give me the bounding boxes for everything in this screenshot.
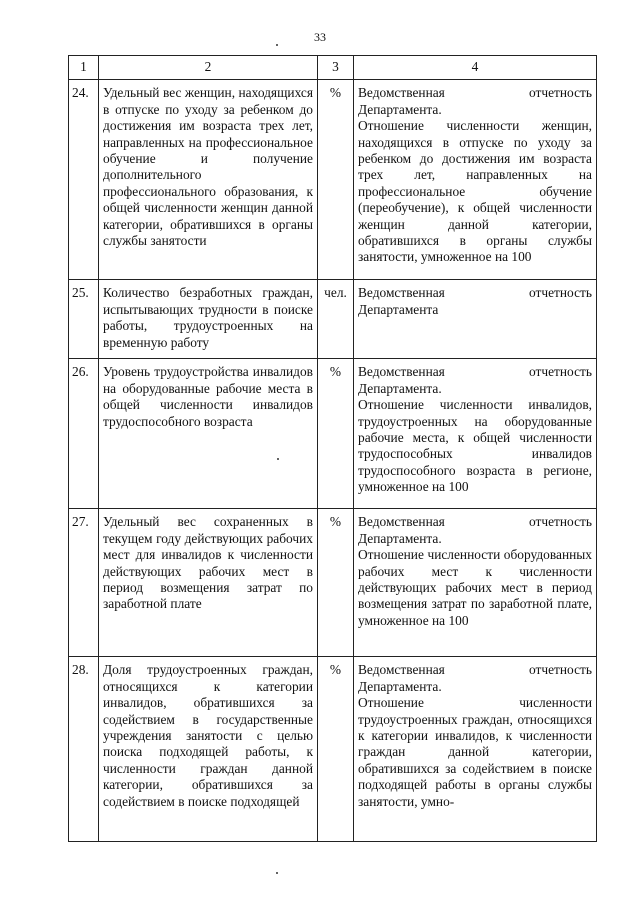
indicator-name: Удельный вес сохраненных в текущем году действующих рабочих мест для инвалидов к численности действующих рабочих мест в период возмещения затрат по заработной плате xyxy=(99,509,318,657)
unit: % xyxy=(318,657,354,842)
header-cell: 2 xyxy=(99,56,318,80)
row-number: 26. xyxy=(69,359,99,509)
table-header-row xyxy=(69,56,597,80)
calculation-method: Отношение численности оборудованных рабочих мест к численности действующих рабочих мест в период возмещения затрат по заработной плате, умноженное на 100 xyxy=(358,547,592,628)
unit: % xyxy=(318,359,354,509)
table-row xyxy=(69,657,597,842)
header-cell: 4 xyxy=(354,56,597,80)
unit: чел. xyxy=(318,280,354,359)
table-row xyxy=(69,280,597,359)
source-cell xyxy=(354,80,597,280)
row-number: 27. xyxy=(69,509,99,657)
source-cell xyxy=(354,359,597,509)
header-cell: 1 xyxy=(69,56,99,80)
data-source: Ведомственная отчетность Департамента. xyxy=(358,364,592,396)
indicator-name: Удельный вес женщин, находящихся в отпуске по уходу за ребенком до достижения им возраста трех лет, направленных на профессиональное обучение и получение дополнительного профессионального образования, к общей численности женщин данной категории, обратившихся в органы службы занятости xyxy=(99,80,318,280)
indicator-name: Количество безработных граждан, испытывающих трудности в поиске работы, трудоустроенных на временную работу xyxy=(99,280,318,359)
indicators-table xyxy=(68,55,597,842)
data-source: Ведомственная отчетность Департамента xyxy=(358,285,592,317)
data-source: Ведомственная отчетность Департамента. xyxy=(358,85,592,117)
scan-speck xyxy=(276,44,278,46)
row-number: 24. xyxy=(69,80,99,280)
row-number: 28. xyxy=(69,657,99,842)
unit: % xyxy=(318,80,354,280)
table-row xyxy=(69,80,597,280)
calculation-method: Отношение численности инвалидов, трудоустроенных на оборудованные рабочие места, к общей численности трудоспособных инвалидов трудоспособного возраста в регионе, умноженное на 100 xyxy=(358,397,592,495)
page-number: 33 xyxy=(314,30,326,44)
row-number: 25. xyxy=(69,280,99,359)
indicator-name: Доля трудоустроенных граждан, относящихся к категории инвалидов, обратившихся за содействием в государственные учреждения занятости с целью поиска подходящей работы, к численности граждан данной категории, обратившихся за содействием в поиске подходящей xyxy=(99,657,318,842)
source-cell xyxy=(354,280,597,359)
data-source: Ведомственная отчетность Департамента. xyxy=(358,662,592,694)
calculation-method: Отношение численности женщин, находящихся в отпуске по уходу за ребенком до достижения им возраста трех лет, направленных на профессиональное обучение (переобучение), к общей численности женщин данной категории, обратившихся в органы службы занятости, умноженное на 100 xyxy=(358,118,592,265)
source-cell xyxy=(354,509,597,657)
calculation-method: Отношение численности трудоустроенных граждан, относящихся к категории инвалидов, к численности граждан данной категории, обратившихся за содействием в поиске подходящей работы в органы службы занятости, умно- xyxy=(358,695,592,809)
table-row xyxy=(69,509,597,657)
source-cell xyxy=(354,657,597,842)
scan-speck xyxy=(277,458,279,460)
table-row xyxy=(69,359,597,509)
scan-speck xyxy=(276,872,278,874)
indicator-name: Уровень трудоустройства инвалидов на оборудованные рабочие места в общей численности инвалидов трудоспособного возраста xyxy=(99,359,318,509)
unit: % xyxy=(318,509,354,657)
header-cell: 3 xyxy=(318,56,354,80)
data-source: Ведомственная отчетность Департамента. xyxy=(358,514,592,546)
